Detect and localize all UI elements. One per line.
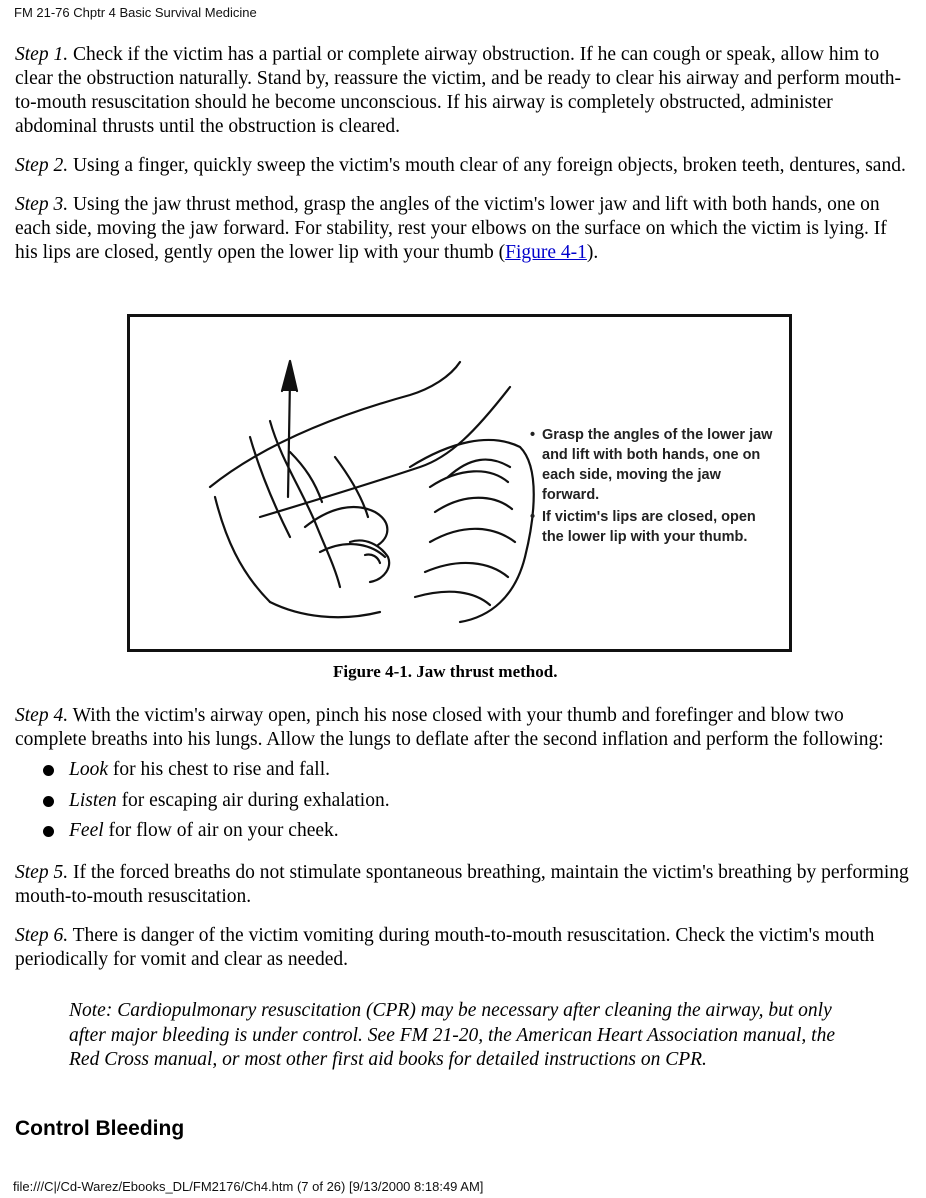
step-2 [15, 154, 910, 178]
check-word: Feel [69, 820, 104, 841]
section-heading: Control Bleeding [15, 1117, 185, 1140]
list-item [15, 755, 910, 786]
check-word: Listen [69, 789, 117, 811]
figure-4-1-link[interactable]: Figure 4-1 [505, 242, 587, 263]
step-3-after: ). [586, 242, 599, 263]
figure-note: • Grasp the angles of the lower jaw and lift with both hands, one on each side, moving the jaw forward. [530, 425, 780, 505]
bullet-icon [43, 826, 54, 837]
check-text: for flow of air on your cheek. [103, 820, 339, 841]
list-item [15, 786, 910, 817]
figure-note: • If victim's lips are closed, open the lower lip with your thumb. [530, 507, 780, 547]
step-2-text: Using a finger, quickly sweep the victim's mouth clear of any foreign objects, broken teeth, dentures, sand. [68, 155, 906, 176]
step-4-label: Step 4. [15, 705, 69, 726]
step-5-text: If the forced breaths do not stimulate spontaneous breathing, maintain the victim's breathing by performing mouth-to-mouth resuscitation. [15, 861, 909, 907]
check-text: for escaping air during exhalation. [116, 789, 390, 811]
page-header: FM 21-76 Chptr 4 Basic Survival Medicine [14, 5, 257, 20]
figure-4-1 [127, 314, 792, 652]
step-3 [15, 193, 910, 265]
cpr-note: Note: Cardiopulmonary resuscitation (CPR) may be necessary after cleaning the airway, but only after major bleeding is under control. See FM 21-20, the American Heart Association manual, the Red Cross manual, or most other first aid books for detailed instructions on CPR. [69, 1000, 835, 1070]
step-2-label: Step 2. [15, 155, 69, 176]
step-5 [15, 861, 910, 909]
document-body [15, 43, 910, 265]
breathing-check-list [15, 755, 910, 847]
figure-caption: Figure 4-1. Jaw thrust method. [333, 662, 558, 681]
step-1-text: Check if the victim has a partial or complete airway obstruction. If he can cough or speak, allow him to clear the obstruction naturally. Stand by, reassure the victim, and be ready to clear his airway and perform mouth-to-mouth resuscitation should he become unconscious. If his airway is completely obstructed, administer abdominal thrusts until the obstruction is cleared. [15, 44, 902, 137]
step-3-label: Step 3. [15, 194, 69, 215]
step-4-text: With the victim's airway open, pinch his nose closed with your thumb and forefinger and blow two complete breaths into his lungs. Allow the lungs to deflate after the second inflation and perform the following: [15, 705, 884, 750]
step-6-label: Step 6. [15, 924, 69, 946]
bullet-icon [43, 796, 54, 807]
step-6-text: There is danger of the victim vomiting during mouth-to-mouth resuscitation. Check the victim's mouth periodically for vomit and clear as needed. [15, 924, 875, 970]
step-3-text: Using the jaw thrust method, grasp the angles of the victim's lower jaw and lift with both hands, one on each side, moving the jaw forward. For stability, rest your elbows on the surface on which the victim is lying. If his lips are closed, gently open the lower lip with your thumb ( [15, 194, 887, 263]
step-4 [15, 704, 910, 752]
bullet-icon [43, 765, 54, 776]
step-1 [15, 43, 910, 139]
list-item [15, 816, 910, 847]
check-word: Look [69, 759, 108, 780]
figure-notes [530, 425, 780, 547]
step-5-label: Step 5. [15, 861, 69, 883]
document-body-lower [15, 704, 910, 972]
page-footer: file:///C|/Cd-Warez/Ebooks_DL/FM2176/Ch4.htm (7 of 26) [9/13/2000 8:18:49 AM] [13, 1179, 484, 1194]
check-text: for his chest to rise and fall. [108, 759, 331, 780]
step-6 [15, 924, 910, 972]
lift-arrow-head [282, 361, 297, 391]
step-1-label: Step 1. [15, 44, 69, 65]
